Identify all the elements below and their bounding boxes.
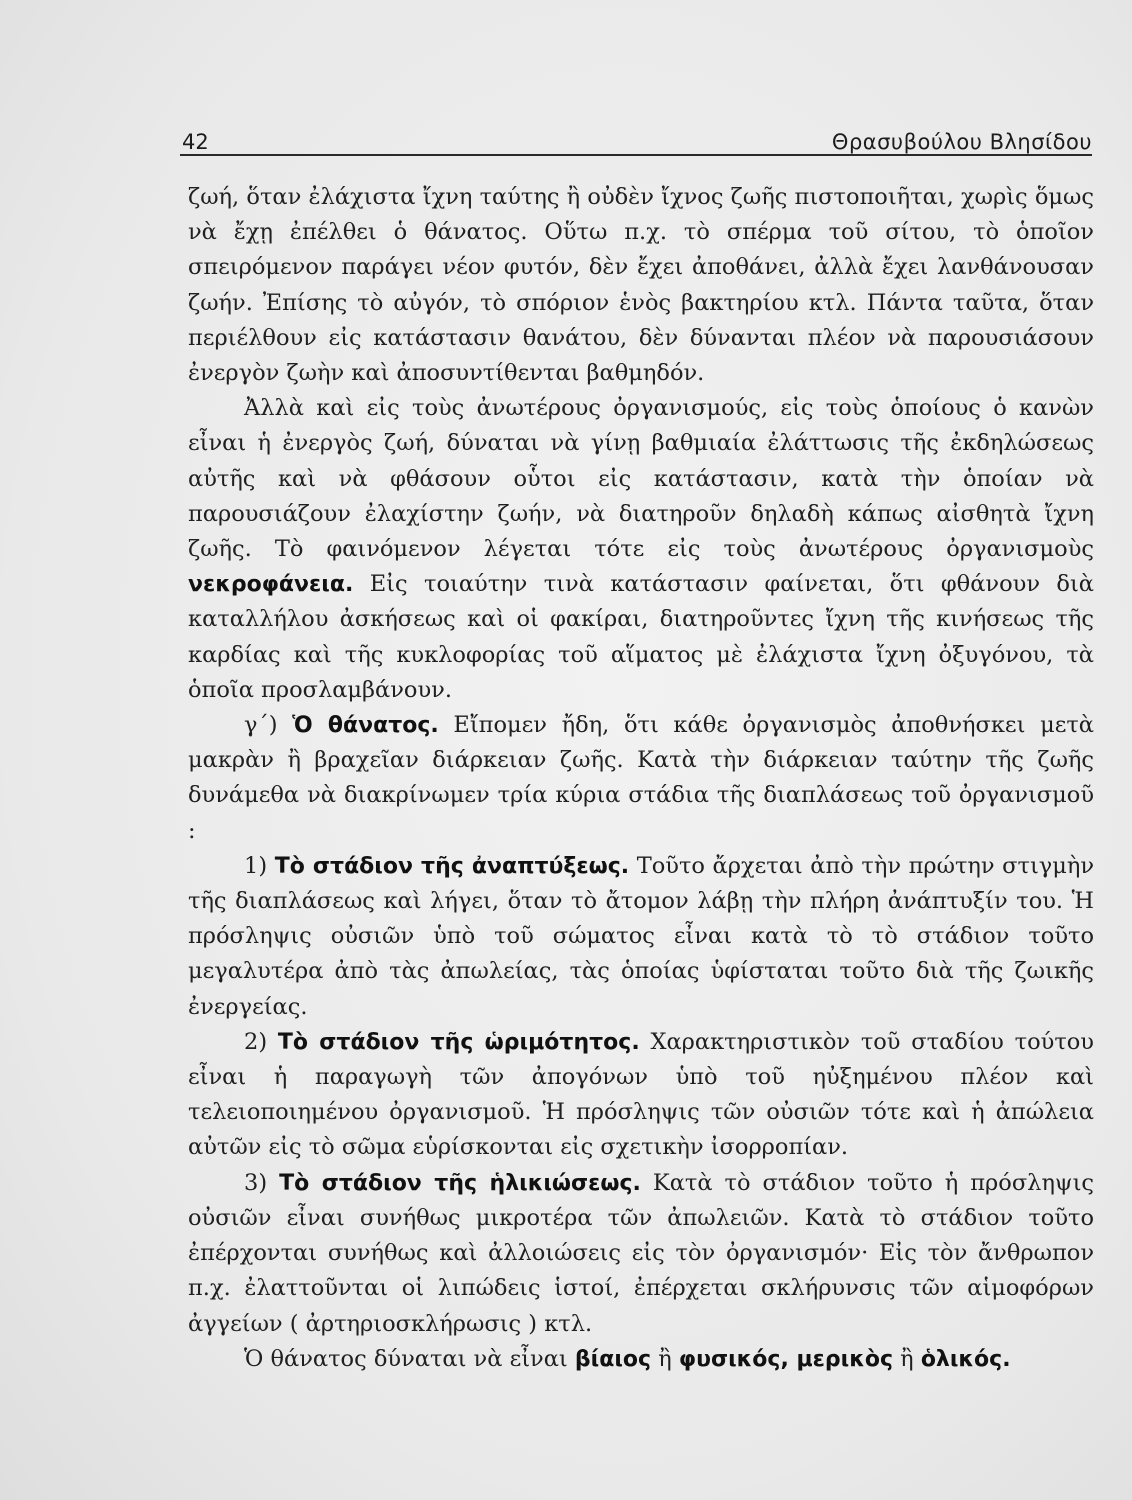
stage-1-number: 1): [244, 852, 268, 879]
stage-1-text: Τοῦτο ἄρχεται ἀπὸ τὴν πρώτην στιγμὴν τῆς διαπλάσεως καὶ λήγει, ὅταν τὸ ἄτομον λάβῃ τὴν πλήρη ἀνάπτυξίν του. Ἡ πρόσληψις οὐσιῶν ὑπὸ τοῦ σώματος εἶναι κατὰ τὸ τὸ στάδιον τοῦτο μεγαλυτέρα ἀπὸ τὰς ἀπωλείας, τὰς ὁποίας ὑφίσταται τοῦτο διὰ τῆς ζωικῆς ἐνεργείας.: [188, 852, 1095, 1020]
running-head: Θρασυβούλου Βλησίδου: [831, 130, 1092, 154]
stage-1-title: Τὸ στάδιον τῆς ἀναπτύξεως.: [274, 853, 630, 879]
stage-2-number: 2): [244, 1028, 268, 1055]
stage-2-title: Τὸ στάδιον τῆς ὡριμότητος.: [277, 1029, 640, 1055]
paragraph-2: [188, 391, 1094, 708]
paragraph-7-conj-2: ἢ: [893, 1345, 921, 1372]
section-label-gamma: γ΄): [244, 712, 278, 739]
term-nekrofaneia: νεκροφάνεια.: [188, 572, 354, 598]
body-text: [188, 180, 1094, 1377]
paragraph-3-text: Εἴπομεν ἤδη, ὅτι κάθε ὀργανισμὸς ἀποθνήσκει μετὰ μακρὰν ἢ βραχεῖαν διάρκειαν ζωῆς. Κατὰ τὴν διάρκειαν ταύτην τῆς ζωῆς δυνάμεθα νὰ διακρίνωμεν τρία κύρια στάδια τῆς διαπλάσεως τοῦ ὀργανισμοῦ :: [188, 712, 1094, 844]
paragraph-7: [188, 1342, 1094, 1377]
term-fysikos-merikos: φυσικός, μερικὸς: [678, 1346, 894, 1372]
stage-3-number: 3): [244, 1169, 268, 1196]
stage-2-text: Χαρακτηριστικὸν τοῦ σταδίου τούτου εἶναι ἡ παραγωγὴ τῶν ἀπογόνων ὑπὸ τοῦ ηὐξημένου πλέον καὶ τελειοποιημένου ὀργανισμοῦ. Ἡ πρόσληψις τῶν οὐσιῶν τότε καὶ ἡ ἀπώλεια αὐτῶν εἰς τὸ σῶμα εὑρίσκονται εἰς σχετικὴν ἰσορροπίαν.: [188, 1028, 1094, 1161]
paragraph-7-text-before: Ὁ θάνατος δύναται νὰ εἶναι: [244, 1345, 575, 1372]
page-header: [180, 128, 1092, 156]
paragraph-2-text-after: Εἰς τοιαύτην τινὰ κατάστασιν φαίνεται, ὅτι φθάνουν διὰ καταλλήλου ἀσκήσεως καὶ οἱ φακίραι, διατηροῦντες ἴχνη τῆς κινήσεως τῆς καρδίας καὶ τῆς κυκλοφορίας τοῦ αἵματος μὲ ἐλάχιστα ἴχνη ὀξυγόνου, τὰ ὁποῖα προσλαμβάνουν.: [188, 571, 1094, 703]
paragraph-4: [188, 849, 1094, 1025]
stage-3-text: Κατὰ τὸ στάδιον τοῦτο ἡ πρόσληψις οὐσιῶν εἶναι συνήθως μικροτέρα τῶν ἀπωλειῶν. Κατὰ τὸ στάδιον τοῦτο ἐπέρχονται συνήθως καὶ ἀλλοιώσεις εἰς τὸν ὀργανισμόν· Εἰς τὸν ἄνθρωπον π.χ. ἐλαττοῦνται οἱ λιπώδεις ἱστοί, ἐπέρχεται σκλήρυνσις τῶν αἱμοφόρων ἀγγείων ( ἀρτηριοσκλήρωσις ) κτλ.: [188, 1169, 1094, 1337]
paragraph-3: [188, 708, 1094, 849]
paragraph-1-text: ζωή, ὅταν ἐλάχιστα ἴχνη ταύτης ἢ οὐδὲν ἴχνος ζωῆς πιστοποιῆται, χωρὶς ὅμως νὰ ἔχῃ ἐπέλθει ὁ θάνατος. Οὕτω π.χ. τὸ σπέρμα τοῦ σίτου, τὸ ὁποῖον σπειρόμενον παράγει νέον φυτόν, δὲν ἔχει ἀποθάνει, ἀλλὰ ἔχει λανθάνουσαν ζωήν. Ἐπίσης τὸ αὐγόν, τὸ σπόριον ἑνὸς βακτηρίου κτλ. Πάντα ταῦτα, ὅταν περιέλθουν εἰς κατάστασιν θανάτου, δὲν δύνανται πλέον νὰ παρουσιάσουν ἐνεργὸν ζωὴν καὶ ἀποσυντίθενται βαθμηδόν.: [188, 184, 1094, 387]
paragraph-2-text-before: Ἀλλὰ καὶ εἰς τοὺς ἀνωτέρους ὀργανισμούς, εἰς τοὺς ὁποίους ὁ κανὼν εἶναι ἡ ἐνεργὸς ζωή, δύναται νὰ γίνῃ βαθμιαία ἐλάττωσις τῆς ἐκδηλώσεως αὐτῆς καὶ νὰ φθάσουν οὗτοι εἰς κατάστασιν, κατὰ τὴν ὁποίαν νὰ παρουσιάζουν ἐλαχίστην ζωήν, νὰ διατηροῦν δηλαδὴ κάπως αἰσθητὰ ἴχνη ζωῆς. Τὸ φαινόμενον λέγεται τότε εἰς τοὺς ἀνωτέρους ὀργανισμοὺς: [188, 395, 1094, 563]
page-number: 42: [182, 130, 209, 154]
paragraph-1: [188, 180, 1094, 391]
paragraph-6: [188, 1166, 1094, 1342]
term-biaios: βίαιος: [574, 1346, 652, 1372]
section-title-thanatos: Ὁ θάνατος.: [292, 713, 439, 739]
paragraph-7-conj-1: ἢ: [651, 1345, 679, 1372]
paragraph-5: [188, 1025, 1094, 1166]
term-olikos: ὁλικός.: [920, 1346, 1011, 1372]
stage-3-title: Τὸ στάδιον τῆς ἡλικιώσεως.: [279, 1170, 641, 1196]
